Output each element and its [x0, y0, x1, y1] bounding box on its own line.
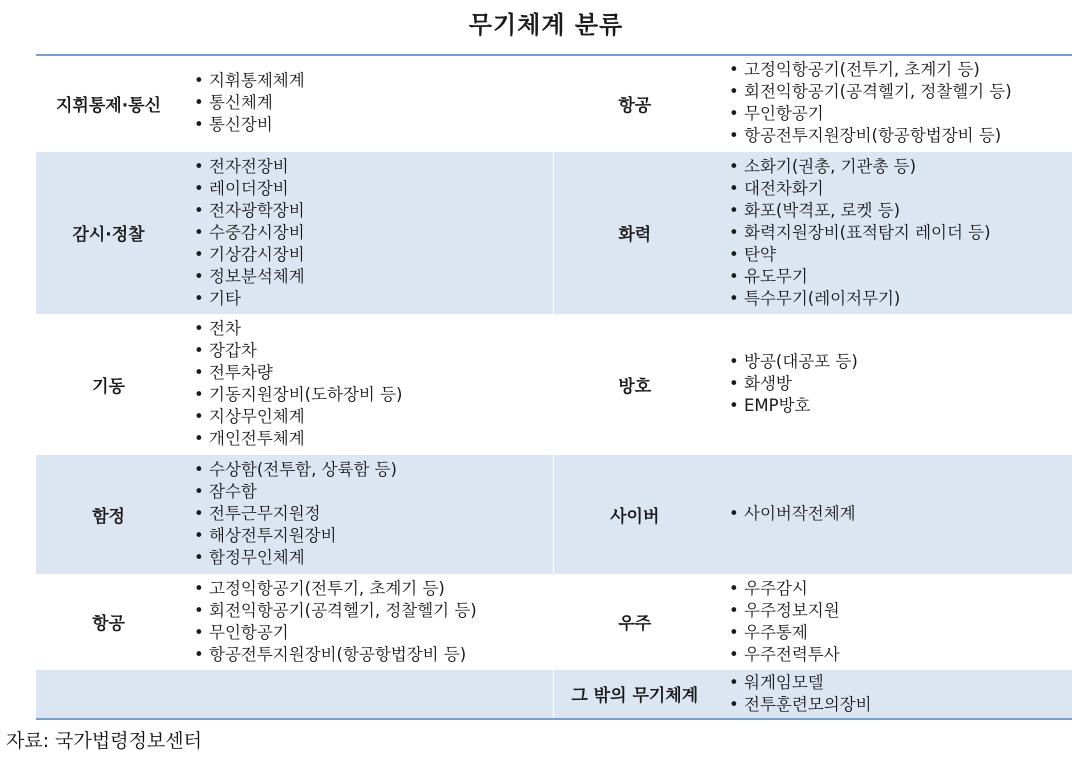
- list-item: • 함정무인체계: [191, 547, 553, 569]
- list-item: • 전투훈련모의장비: [726, 694, 1072, 716]
- table-row: [36, 55, 1072, 151]
- item-cell: [716, 574, 1072, 669]
- item-list: [726, 156, 1072, 310]
- category-label: 감시·정찰: [36, 151, 181, 314]
- item-list: [191, 318, 553, 450]
- list-item: • 고정익항공기(전투기, 초계기 등): [191, 578, 553, 600]
- list-item: • 전차: [191, 318, 553, 340]
- list-item: • 전자전장비: [191, 156, 553, 178]
- category-label: 지휘통제·통신: [36, 55, 181, 151]
- list-item: • 전투근무지원정: [191, 503, 553, 525]
- list-item: • 해상전투지원장비: [191, 525, 553, 547]
- category-label: [36, 669, 181, 719]
- item-list: [191, 156, 553, 310]
- list-item: • 워게임모델: [726, 672, 1072, 694]
- item-list: [726, 59, 1072, 147]
- item-cell: [181, 669, 553, 719]
- list-item: • 지상무인체계: [191, 406, 553, 428]
- list-item: • 항공전투지원장비(항공항법장비 등): [191, 644, 553, 666]
- list-item: • 화생방: [726, 373, 1072, 395]
- list-item: • 통신장비: [191, 114, 553, 136]
- list-item: • 전자광학장비: [191, 200, 553, 222]
- item-list: [191, 578, 553, 666]
- list-item: • 화포(박격포, 로켓 등): [726, 200, 1072, 222]
- list-item: • 통신체계: [191, 92, 553, 114]
- list-item: • 기상감시장비: [191, 244, 553, 266]
- list-item: • 유도무기: [726, 266, 1072, 288]
- item-list: [726, 672, 1072, 716]
- list-item: • 회전익항공기(공격헬기, 정찰헬기 등): [726, 81, 1072, 103]
- item-list: [726, 578, 1072, 666]
- list-item: • 개인전투체계: [191, 428, 553, 450]
- list-item: • 탄약: [726, 244, 1072, 266]
- item-cell: [181, 454, 553, 574]
- item-list: [726, 351, 1072, 417]
- list-item: • 화력지원장비(표적탐지 레이더 등): [726, 222, 1072, 244]
- table-row: [36, 669, 1072, 719]
- category-label: 사이버: [553, 454, 716, 574]
- item-cell: [716, 314, 1072, 454]
- list-item: • 전투차량: [191, 362, 553, 384]
- category-label: 기동: [36, 314, 181, 454]
- list-item: • 무인항공기: [726, 103, 1072, 125]
- item-cell: [181, 55, 553, 151]
- list-item: • 장갑차: [191, 340, 553, 362]
- category-label: 우주: [553, 574, 716, 669]
- list-item: • 기타: [191, 288, 553, 310]
- item-cell: [716, 669, 1072, 719]
- item-list: [191, 70, 553, 136]
- classification-table: [36, 54, 1072, 720]
- item-list: [191, 459, 553, 569]
- list-item: • 무인항공기: [191, 622, 553, 644]
- table-row: [36, 454, 1072, 574]
- list-item: • 우주정보지원: [726, 600, 1072, 622]
- list-item: • 잠수함: [191, 481, 553, 503]
- category-label: 그 밖의 무기체계: [553, 669, 716, 719]
- table-row: [36, 314, 1072, 454]
- list-item: • 특수무기(레이저무기): [726, 288, 1072, 310]
- page-title: 무기체계 분류: [468, 11, 624, 39]
- item-cell: [716, 151, 1072, 314]
- category-label: 함정: [36, 454, 181, 574]
- list-item: • 회전익항공기(공격헬기, 정찰헬기 등): [191, 600, 553, 622]
- list-item: • 기동지원장비(도하장비 등): [191, 384, 553, 406]
- item-list: [726, 503, 1072, 525]
- list-item: • 우주전력투사: [726, 644, 1072, 666]
- category-label: 화력: [553, 151, 716, 314]
- item-cell: [716, 55, 1072, 151]
- list-item: • 대전차화기: [726, 178, 1072, 200]
- list-item: • EMP방호: [726, 395, 1072, 417]
- list-item: • 수상함(전투함, 상륙함 등): [191, 459, 553, 481]
- category-label: 방호: [553, 314, 716, 454]
- list-item: • 레이더장비: [191, 178, 553, 200]
- item-cell: [181, 314, 553, 454]
- list-item: • 지휘통제체계: [191, 70, 553, 92]
- source-note: 자료: 국가법령정보센터: [6, 730, 202, 752]
- list-item: • 사이버작전체계: [726, 503, 1072, 525]
- item-cell: [181, 574, 553, 669]
- table-row: [36, 151, 1072, 314]
- list-item: • 우주통제: [726, 622, 1072, 644]
- list-item: • 항공전투지원장비(항공항법장비 등): [726, 125, 1072, 147]
- list-item: • 우주감시: [726, 578, 1072, 600]
- item-cell: [716, 454, 1072, 574]
- table-row: [36, 574, 1072, 669]
- list-item: • 정보분석체계: [191, 266, 553, 288]
- category-label: 항공: [36, 574, 181, 669]
- item-cell: [181, 151, 553, 314]
- list-item: • 방공(대공포 등): [726, 351, 1072, 373]
- list-item: • 수중감시장비: [191, 222, 553, 244]
- list-item: • 고정익항공기(전투기, 초계기 등): [726, 59, 1072, 81]
- category-label: 항공: [553, 55, 716, 151]
- list-item: • 소화기(권총, 기관총 등): [726, 156, 1072, 178]
